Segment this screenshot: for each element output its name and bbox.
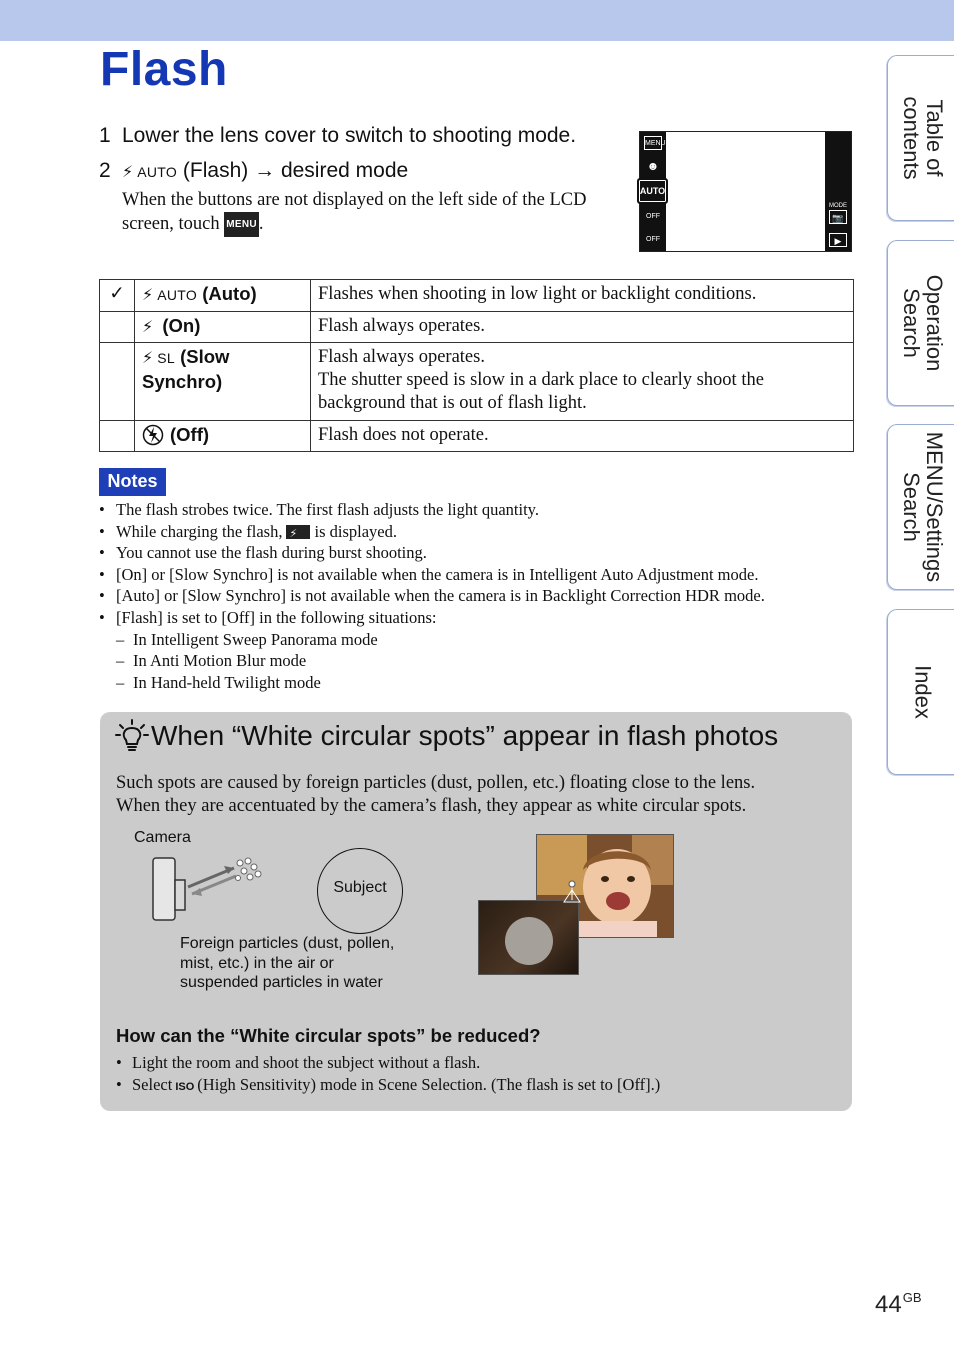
notes-list [99,499,859,693]
lcd-self-timer-icon: OFF [646,213,660,220]
mode-description-line: The shutter speed is slow in a dark place to clearly shoot the background that is out of flash light. [318,370,764,413]
mode-description: Flash always operates. [311,312,854,343]
step-desc-text: When the buttons are not displayed on the left side of the LCD screen, touch [122,190,587,234]
tab-label-line: contents [898,96,924,180]
lcd-smile-icon: ☻ [646,159,660,173]
step-description [122,189,617,237]
hint-line: When they are accentuated by the camera’s flash, they appear as white circular spots. [116,796,747,816]
page-number-suffix: GB [902,1290,922,1305]
tab-label-line: Operation [921,274,947,372]
zoom-pointer [560,880,584,904]
camera-diagram [148,852,268,924]
tab-label-line: Search [898,288,924,358]
mode-description [311,343,854,421]
note-text: While charging the flash, [116,521,283,541]
table-row [100,343,854,421]
camera-label: Camera [134,829,191,846]
hint-paragraph [116,772,836,818]
mode-label: (Slow Synchro) [142,346,230,392]
lcd-right-panel [825,132,851,251]
default-cell [100,343,135,421]
tab-label-line: Table of [921,99,947,177]
flash-slow-sync-icon: ⚡ [142,348,154,367]
list-item: • [Flash] is set to [Off] in the following situations: [99,607,859,629]
mode-cell [135,343,311,421]
mode-description: Flash does not operate. [311,421,854,452]
flash-icon: ⚡ [122,162,134,181]
flash-off-icon [142,424,164,446]
flash-auto-icon: AUTO [137,164,178,180]
step-number: 1 [99,124,111,147]
tab-operation-search[interactable] [887,240,954,406]
lcd-menu-icon: MENU [644,136,662,150]
tab-index[interactable] [887,609,954,775]
flash-on-icon: ⚡ [142,317,154,336]
dark-photo-with-spot [478,900,579,975]
flash-auto-icon: AUTO [157,287,198,303]
list-subitem: – In Anti Motion Blur mode [99,650,859,672]
arrow-right-icon: → [254,159,276,182]
default-checkmark-icon: ✓ [100,280,135,312]
step-text-b: desired mode [280,159,409,182]
white-spot [505,917,553,965]
note-text: is displayed. [314,521,397,541]
step-text: Lower the lens cover to switch to shooting mode. [122,124,577,147]
tab-label-line: Search [898,472,924,542]
tab-label [911,665,934,719]
lcd-flash-auto-icon: AUTO [637,178,668,204]
tab-label [900,275,946,372]
tab-label-line: MENU/Settings [921,431,947,583]
list-item: • Light the room and shoot the subject without a flash. [116,1052,660,1074]
step-text-a: (Flash) [182,159,249,182]
flash-charging-icon [286,525,310,539]
step-1 [99,124,576,148]
hint-title: When “White circular spots” appear in flash photos [151,720,779,751]
tip-text: (High Sensitivity) mode in Scene Selection. (The flash is set to [Off].) [197,1074,661,1094]
lcd-mode-label: MODE [829,203,847,209]
table-row [100,312,854,343]
hint-tips-list [116,1052,660,1098]
lcd-playback-icon: ▶ [829,233,847,247]
step-desc-end: . [258,213,264,234]
page-number-value: 44 [875,1291,902,1318]
lcd-camera-mode-icon: 📷 [829,210,847,224]
default-cell [100,421,135,452]
subject-label: Subject [333,879,387,896]
page-title: Flash [100,43,228,96]
mode-description-line: Flash always operates. [318,347,485,367]
tab-label-line: Index [910,665,935,719]
notes-badge: Notes [99,468,166,496]
table-row [100,421,854,452]
list-subitem: – In Hand-held Twilight mode [99,672,859,694]
slow-sync-icon-label: SL [157,350,175,366]
step-number: 2 [99,159,111,182]
page-number [875,1290,922,1319]
tab-menu-settings-search[interactable] [887,424,954,590]
tab-label [900,432,946,582]
flash-icon: ⚡ [142,285,154,304]
lcd-screen-illustration [639,131,852,252]
tab-label [900,96,946,179]
mode-label: (On) [162,315,201,336]
tip-text: Select [132,1074,173,1094]
list-item: • You cannot use the flash during burst shooting. [99,542,859,564]
list-item [116,1074,660,1099]
mode-description: Flashes when shooting in low light or backlight conditions. [311,280,854,312]
list-item: • The flash strobes twice. The first flash adjusts the light quantity. [99,499,859,521]
lightbulb-icon [114,718,150,754]
mode-label: (Auto) [202,283,257,304]
flash-modes-table [99,279,854,452]
menu-icon: MENU [224,212,259,237]
mode-label: (Off) [170,424,210,445]
table-row [100,280,854,312]
header-band [0,0,954,41]
mode-cell [135,280,311,312]
hint-subheading: How can the “White circular spots” be reduced? [116,1025,541,1046]
lcd-burst-icon: OFF [646,236,660,243]
list-item: • [On] or [Slow Synchro] is not available when the camera is in Intelligent Auto Adjustment mode. [99,564,859,586]
mode-cell [135,421,311,452]
list-subitem: – In Intelligent Sweep Panorama mode [99,629,859,651]
default-cell [100,312,135,343]
hint-line: Such spots are caused by foreign particles (dust, pollen, etc.) floating close to the lens. [116,773,756,793]
particles-label: Foreign particles (dust, pollen, mist, etc.) in the air or suspended particles in water [180,935,395,991]
list-item: • [Auto] or [Slow Synchro] is not available when the camera is in Backlight Correction HDR mode. [99,585,859,607]
tab-table-of-contents[interactable] [887,55,954,221]
mode-cell [135,312,311,343]
step-2 [99,159,408,183]
list-item [99,521,859,543]
high-sensitivity-icon: ISO [175,1080,195,1093]
